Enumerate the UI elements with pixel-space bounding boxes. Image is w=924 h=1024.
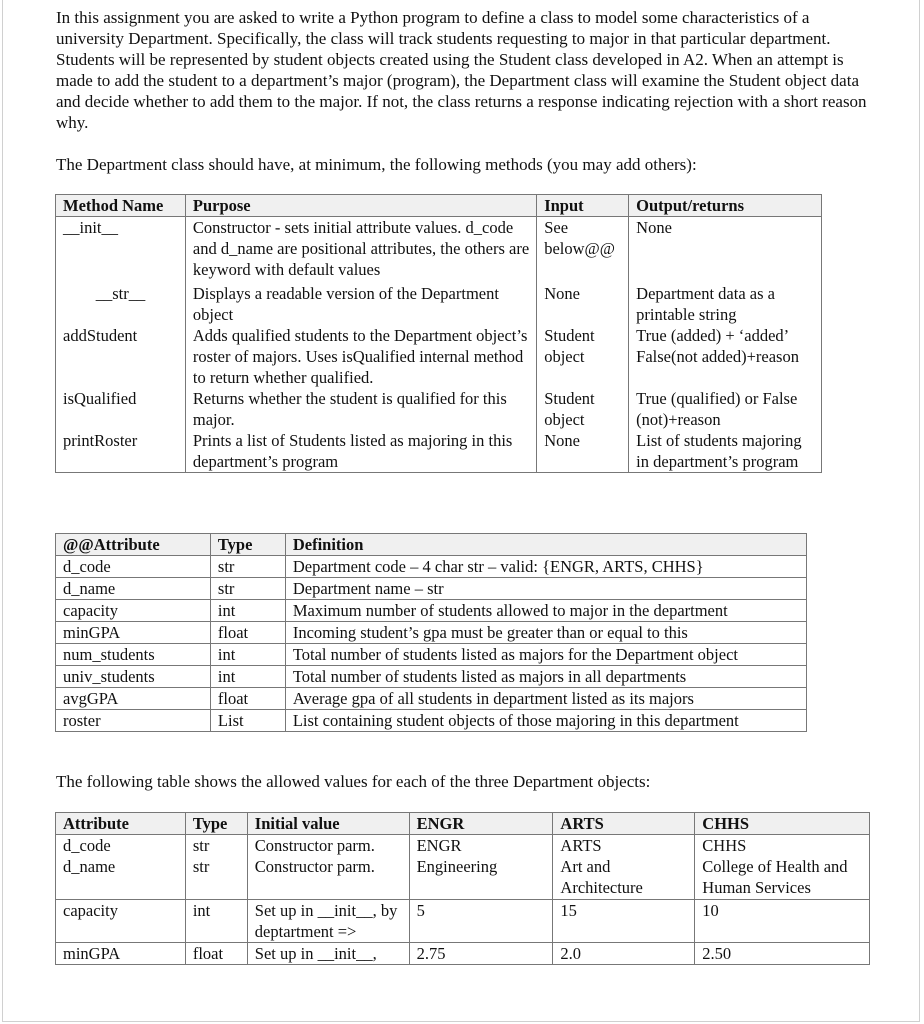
header-arts: ARTS — [553, 813, 695, 835]
method-row-init — [56, 217, 822, 284]
method-name: __str__ — [56, 283, 186, 325]
allowed-engr: Engineering — [409, 856, 553, 900]
allowed-chhs: CHHS — [695, 835, 870, 857]
header-engr: ENGR — [409, 813, 553, 835]
method-output: List of students majoring in department’s program — [629, 430, 822, 473]
header-attribute: @@Attribute — [56, 534, 211, 556]
header-type: Type — [210, 534, 285, 556]
allowed-engr: 2.75 — [409, 943, 553, 965]
intro-paragraph: In this assignment you are asked to write a Python program to define a class to model some characteristics of a university Department. Specifically, the class will track students requesting to major in that particular department. Students will be represented by student objects created using the Student class developed in A2. When an attempt is made to add the student to a department’s major (program), the Department class will examine the Student object data and decide whether to add them to the major. If not, the class returns a response indicating rejection with a short reason why. — [56, 8, 867, 132]
attribute-row — [56, 644, 807, 666]
method-input: See below@@ — [537, 217, 629, 284]
attribute-definition: Incoming student’s gpa must be greater than or equal to this — [285, 622, 806, 644]
header-attribute: Attribute — [56, 813, 186, 835]
allowed-arts: ARTS — [553, 835, 695, 857]
attribute-definition: Total number of students listed as majors in all departments — [285, 666, 806, 688]
attribute-name: roster — [56, 710, 211, 732]
allowed-chhs: 2.50 — [695, 943, 870, 965]
allowed-row — [56, 856, 870, 900]
method-row-isqualified — [56, 388, 822, 430]
attribute-definition: Department name – str — [285, 578, 806, 600]
allowed-type: int — [185, 900, 247, 943]
allowed-attribute: minGPA — [56, 943, 186, 965]
header-definition: Definition — [285, 534, 806, 556]
attribute-row — [56, 666, 807, 688]
header-input: Input — [537, 195, 629, 217]
attribute-type: int — [210, 600, 285, 622]
attribute-type: str — [210, 556, 285, 578]
allowed-arts: Art and Architecture — [553, 856, 695, 900]
attribute-row — [56, 688, 807, 710]
method-row-str — [56, 283, 822, 325]
attribute-definition: Department code – 4 char str – valid: {ENGR, ARTS, CHHS} — [285, 556, 806, 578]
allowed-type: str — [185, 835, 247, 857]
header-purpose: Purpose — [185, 195, 536, 217]
header-chhs: CHHS — [695, 813, 870, 835]
method-output: True (added) + ‘added’ False(not added)+reason — [629, 325, 822, 388]
attribute-name: capacity — [56, 600, 211, 622]
allowed-attribute: d_code — [56, 835, 186, 857]
attribute-name: avgGPA — [56, 688, 211, 710]
attribute-type: str — [210, 578, 285, 600]
header-type: Type — [185, 813, 247, 835]
allowed-arts: 15 — [553, 900, 695, 943]
header-output: Output/returns — [629, 195, 822, 217]
attribute-row — [56, 556, 807, 578]
allowed-values-table — [55, 812, 870, 965]
attributes-header-row — [56, 534, 807, 556]
method-purpose: Returns whether the student is qualified for this major. — [185, 388, 536, 430]
method-purpose: Prints a list of Students listed as majoring in this department’s program — [185, 430, 536, 473]
attribute-definition: Average gpa of all students in department listed as its majors — [285, 688, 806, 710]
allowed-lead: The following table shows the allowed values for each of the three Department objects: — [56, 772, 651, 791]
allowed-type: str — [185, 856, 247, 900]
attribute-row — [56, 622, 807, 644]
method-input: None — [537, 430, 629, 473]
attribute-type: float — [210, 688, 285, 710]
method-purpose: Displays a readable version of the Department object — [185, 283, 536, 325]
method-output: Department data as a printable string — [629, 283, 822, 325]
attribute-name: d_name — [56, 578, 211, 600]
allowed-header-row — [56, 813, 870, 835]
method-input: None — [537, 283, 629, 325]
attribute-name: d_code — [56, 556, 211, 578]
attribute-definition: Total number of students listed as majors for the Department object — [285, 644, 806, 666]
attribute-name: minGPA — [56, 622, 211, 644]
attribute-row — [56, 710, 807, 732]
attribute-definition: Maximum number of students allowed to major in the department — [285, 600, 806, 622]
allowed-row — [56, 900, 870, 943]
method-row-printroster — [56, 430, 822, 473]
method-purpose: Constructor - sets initial attribute values. d_code and d_name are positional attributes, the others are keyword with default values — [185, 217, 536, 284]
method-output: None — [629, 217, 822, 284]
allowed-initial: Constructor parm. — [247, 835, 409, 857]
method-output: True (qualified) or False (not)+reason — [629, 388, 822, 430]
method-input: Student object — [537, 388, 629, 430]
method-name: addStudent — [56, 325, 186, 388]
attribute-type: List — [210, 710, 285, 732]
allowed-engr: ENGR — [409, 835, 553, 857]
allowed-row — [56, 943, 870, 965]
allowed-type: float — [185, 943, 247, 965]
methods-table — [55, 194, 822, 473]
attribute-type: int — [210, 644, 285, 666]
allowed-row — [56, 835, 870, 857]
allowed-chhs: College of Health and Human Services — [695, 856, 870, 900]
allowed-initial: Constructor parm. — [247, 856, 409, 900]
attributes-table — [55, 533, 807, 732]
allowed-attribute: capacity — [56, 900, 186, 943]
method-name: printRoster — [56, 430, 186, 473]
method-purpose: Adds qualified students to the Department object’s roster of majors. Uses isQualified internal method to return whether qualified. — [185, 325, 536, 388]
method-name: isQualified — [56, 388, 186, 430]
attribute-definition: List containing student objects of those majoring in this department — [285, 710, 806, 732]
attribute-row — [56, 578, 807, 600]
allowed-initial: Set up in __init__, — [247, 943, 409, 965]
attribute-name: univ_students — [56, 666, 211, 688]
attribute-type: float — [210, 622, 285, 644]
methods-header-row — [56, 195, 822, 217]
method-input: Student object — [537, 325, 629, 388]
allowed-engr: 5 — [409, 900, 553, 943]
header-initial-value: Initial value — [247, 813, 409, 835]
attribute-row — [56, 600, 807, 622]
methods-lead: The Department class should have, at minimum, the following methods (you may add others): — [56, 155, 697, 174]
attribute-type: int — [210, 666, 285, 688]
header-method-name: Method Name — [56, 195, 186, 217]
allowed-arts: 2.0 — [553, 943, 695, 965]
attribute-name: num_students — [56, 644, 211, 666]
allowed-chhs: 10 — [695, 900, 870, 943]
method-row-addstudent — [56, 325, 822, 388]
allowed-attribute: d_name — [56, 856, 186, 900]
method-name: __init__ — [56, 217, 186, 284]
allowed-initial: Set up in __init__, by deptartment => — [247, 900, 409, 943]
